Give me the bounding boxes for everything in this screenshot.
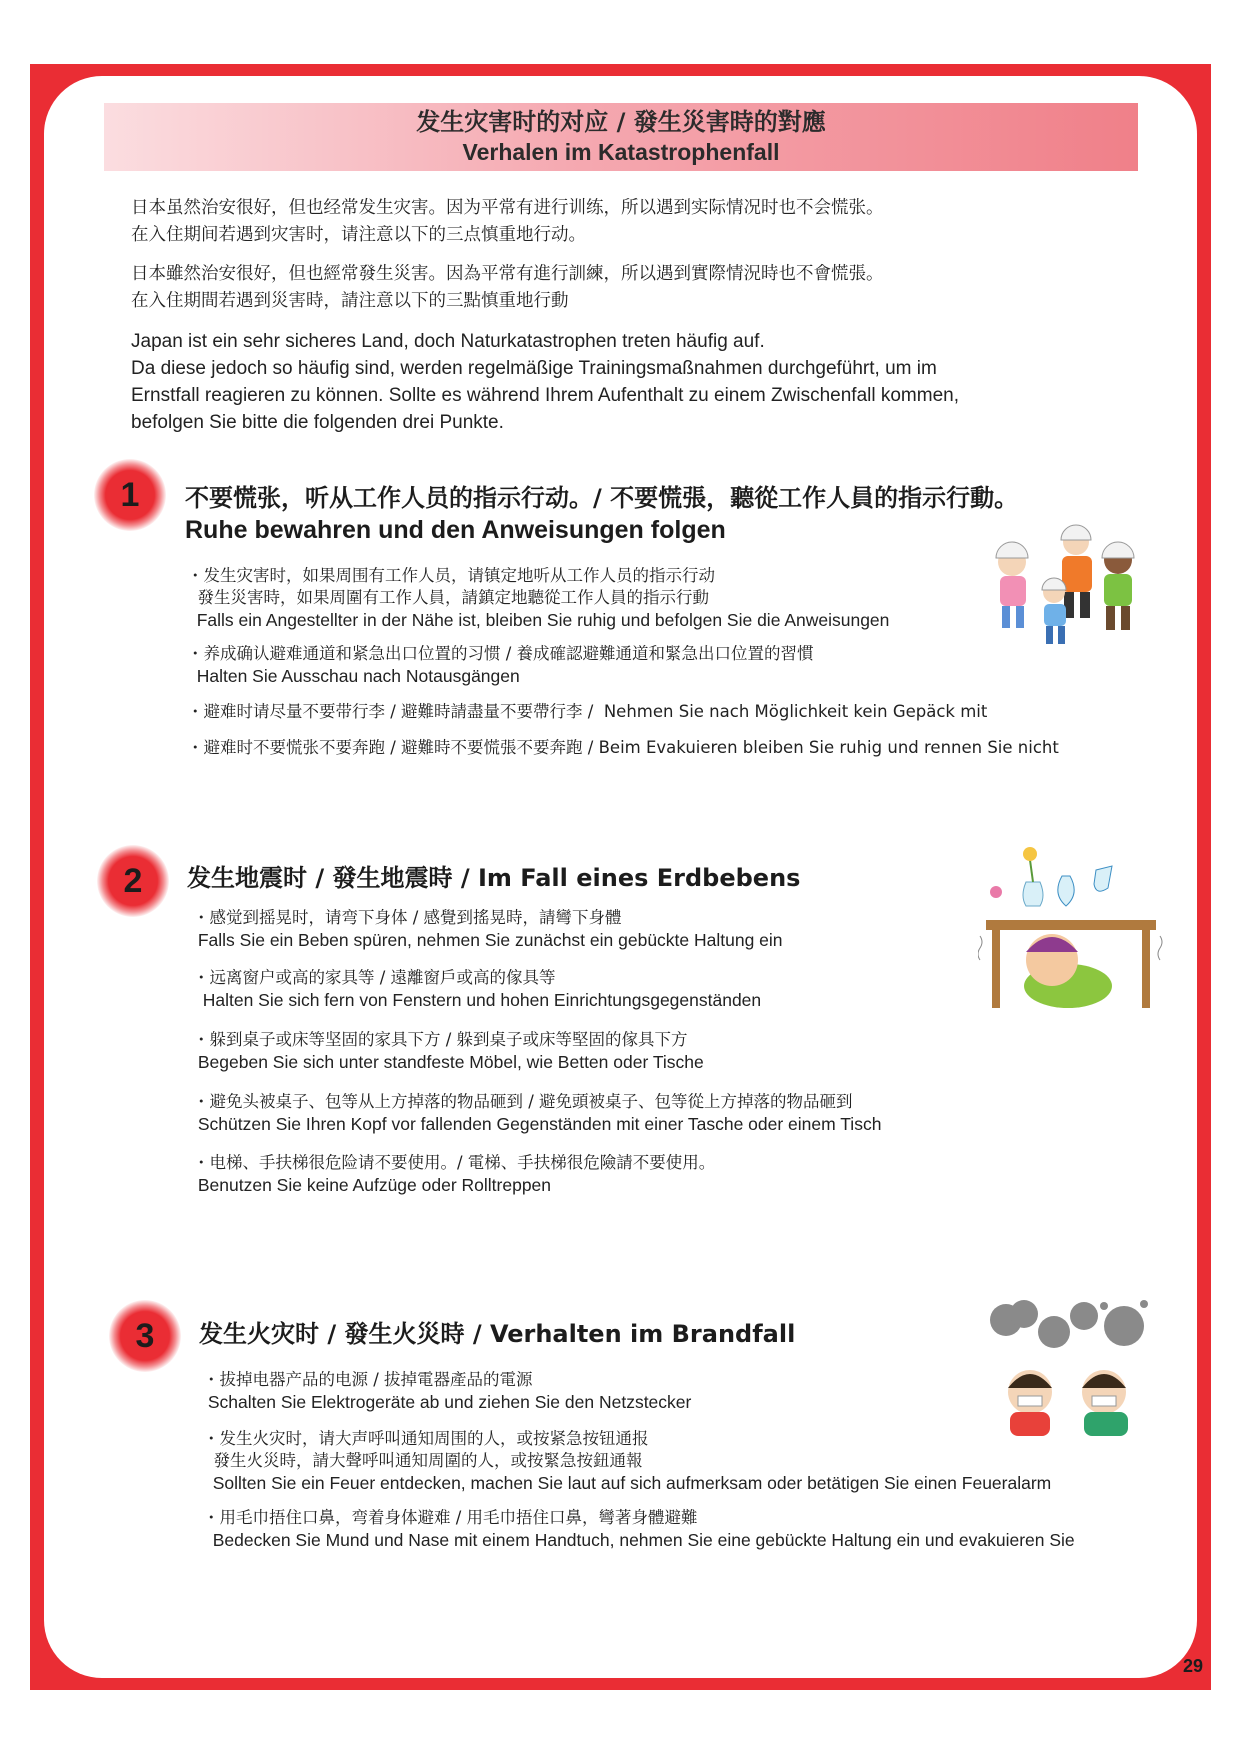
item-line: Schützen Sie Ihren Kopf vor fallenden Gegenständen mit einer Tasche oder einem Tisch — [193, 1114, 882, 1134]
section-2-heading-zh: 发生地震时 / 發生地震時 / Im Fall eines Erdbebens — [187, 864, 801, 892]
section-3-heading — [199, 1318, 795, 1350]
list-item — [203, 1369, 691, 1413]
item-line: Sollten Sie ein Feuer entdecken, machen Sie laut auf sich aufmerksam oder betätigen Sie einen Feueralarm — [203, 1473, 1052, 1493]
list-item — [193, 1091, 881, 1135]
item-line: Halten Sie Ausschau nach Notausgängen — [187, 666, 520, 686]
title-chinese: 发生灾害时的对应 / 發生災害時的對應 — [416, 108, 826, 136]
section-2-heading — [187, 862, 800, 894]
item-line: ・拔掉电器产品的电源 / 拔掉電器產品的電源 — [203, 1370, 533, 1389]
list-item — [187, 701, 987, 723]
intro-german — [131, 328, 1101, 436]
intro-simplified — [131, 195, 1101, 249]
list-item — [203, 1507, 1075, 1551]
section-1-badge: 1 — [94, 459, 166, 531]
item-line: ・发生灾害时，如果周围有工作人员，请镇定地听从工作人员的指示行动 — [187, 566, 715, 585]
item-line: ・避难时请尽量不要带行李 / 避難時請盡量不要帶行李 / Nehmen Sie nach Möglichkeit kein Gepäck mit — [187, 702, 988, 721]
item-line: Benutzen Sie keine Aufzüge oder Rolltreppen — [193, 1175, 552, 1195]
section-3-heading-zh: 发生火灾时 / 發生火災時 / Verhalten im Brandfall — [199, 1320, 796, 1348]
intro-line: 日本雖然治安很好，但也經常發生災害。因為平常有進行訓練，所以遇到實際情況時也不會慌張。 — [131, 264, 884, 284]
section-2-badge: 2 — [97, 845, 169, 917]
intro-line: befolgen Sie bitte die folgenden drei Punkte. — [131, 412, 504, 433]
title-banner — [104, 103, 1138, 171]
intro-traditional — [131, 261, 1101, 315]
item-line: Schalten Sie Elektrogeräte ab und ziehen Sie den Netzstecker — [203, 1392, 692, 1412]
item-line: ・躲到桌子或床等坚固的家具下方 / 躲到桌子或床等堅固的傢具下方 — [193, 1030, 688, 1049]
item-line: 發生火災時，請大聲呼叫通知周圍的人，或按緊急按鈕通報 — [203, 1451, 643, 1470]
section-3-badge: 3 — [109, 1300, 181, 1372]
list-item — [203, 1428, 1051, 1494]
section-1-heading-zh: 不要慌张，听从工作人员的指示行动。/ 不要慌張，聽從工作人員的指示行動。 — [185, 484, 1019, 512]
item-line: ・用毛巾捂住口鼻，弯着身体避难 / 用毛巾捂住口鼻，彎著身體避難 — [203, 1508, 698, 1527]
list-item — [193, 907, 783, 951]
item-line: Begeben Sie sich unter standfeste Möbel, wie Betten oder Tische — [193, 1052, 704, 1072]
evacuating-children-illustration — [984, 520, 1160, 652]
intro-line: Japan ist ein sehr sicheres Land, doch Naturkatastrophen treten häufig auf. — [131, 331, 765, 352]
item-line: ・避难时不要慌张不要奔跑 / 避難時不要慌張不要奔跑 / Beim Evakuieren bleiben Sie ruhig und rennen Sie nicht — [187, 738, 1059, 757]
item-line: Bedecken Sie Mund und Nase mit einem Handtuch, nehmen Sie eine gebückte Haltung ein und evakuieren Sie — [203, 1530, 1075, 1550]
item-line: Falls Sie ein Beben spüren, nehmen Sie zunächst ein gebückte Haltung ein — [193, 930, 783, 950]
list-item — [193, 1152, 715, 1196]
intro-line: 在入住期间若遇到灾害时，请注意以下的三点慎重地行动。 — [131, 225, 586, 245]
list-item — [193, 967, 761, 1011]
earthquake-table-illustration — [978, 836, 1164, 1022]
section-1-heading — [185, 482, 1018, 546]
item-line: ・养成确认避难通道和紧急出口位置的习惯 / 養成確認避難通道和緊急出口位置的習慣 — [187, 644, 814, 663]
item-line: ・电梯、手扶梯很危险请不要使用。/ 電梯、手扶梯很危險請不要使用。 — [193, 1153, 716, 1172]
intro-line: Da diese jedoch so häufig sind, werden regelmäßige Trainingsmaßnahmen durchgeführt, um im — [131, 358, 937, 379]
item-line: ・感觉到摇晃时，请弯下身体 / 感覺到搖晃時，請彎下身體 — [193, 908, 622, 927]
item-line: ・远离窗户或高的家具等 / 遠離窗戶或高的傢具等 — [193, 968, 556, 987]
list-item — [187, 737, 1059, 759]
item-line: ・发生火灾时，请大声呼叫通知周围的人，或按紧急按钮通报 — [203, 1429, 649, 1448]
item-line: Halten Sie sich fern von Fenstern und hohen Einrichtungsgegenständen — [193, 990, 762, 1010]
item-line: ・避免头被桌子、包等从上方掉落的物品砸到 / 避免頭被桌子、包等從上方掉落的物品砸到 — [193, 1092, 853, 1111]
page-number: 29 — [1182, 1656, 1203, 1676]
item-line: 發生災害時，如果周圍有工作人員，請鎮定地聽從工作人員的指示行動 — [187, 588, 709, 607]
list-item — [187, 643, 814, 687]
fire-smoke-illustration — [984, 1296, 1160, 1440]
intro-line: 日本虽然治安很好，但也经常发生灾害。因为平常有进行训练，所以遇到实际情况时也不会慌张。 — [131, 198, 884, 218]
list-item — [193, 1029, 704, 1073]
title-german: Verhalen im Katastrophenfall — [462, 139, 780, 165]
item-line: Falls ein Angestellter in der Nähe ist, bleiben Sie ruhig und befolgen Sie die Anweisungen — [187, 610, 890, 630]
section-1-heading-de: Ruhe bewahren und den Anweisungen folgen — [185, 516, 726, 544]
intro-line: Ernstfall reagieren zu können. Sollte es während Ihrem Aufenthalt zu einem Zwischenfall kommen, — [131, 385, 959, 406]
list-item — [187, 565, 889, 631]
intro-line: 在入住期間若遇到災害時，請注意以下的三點慎重地行動 — [131, 291, 569, 311]
